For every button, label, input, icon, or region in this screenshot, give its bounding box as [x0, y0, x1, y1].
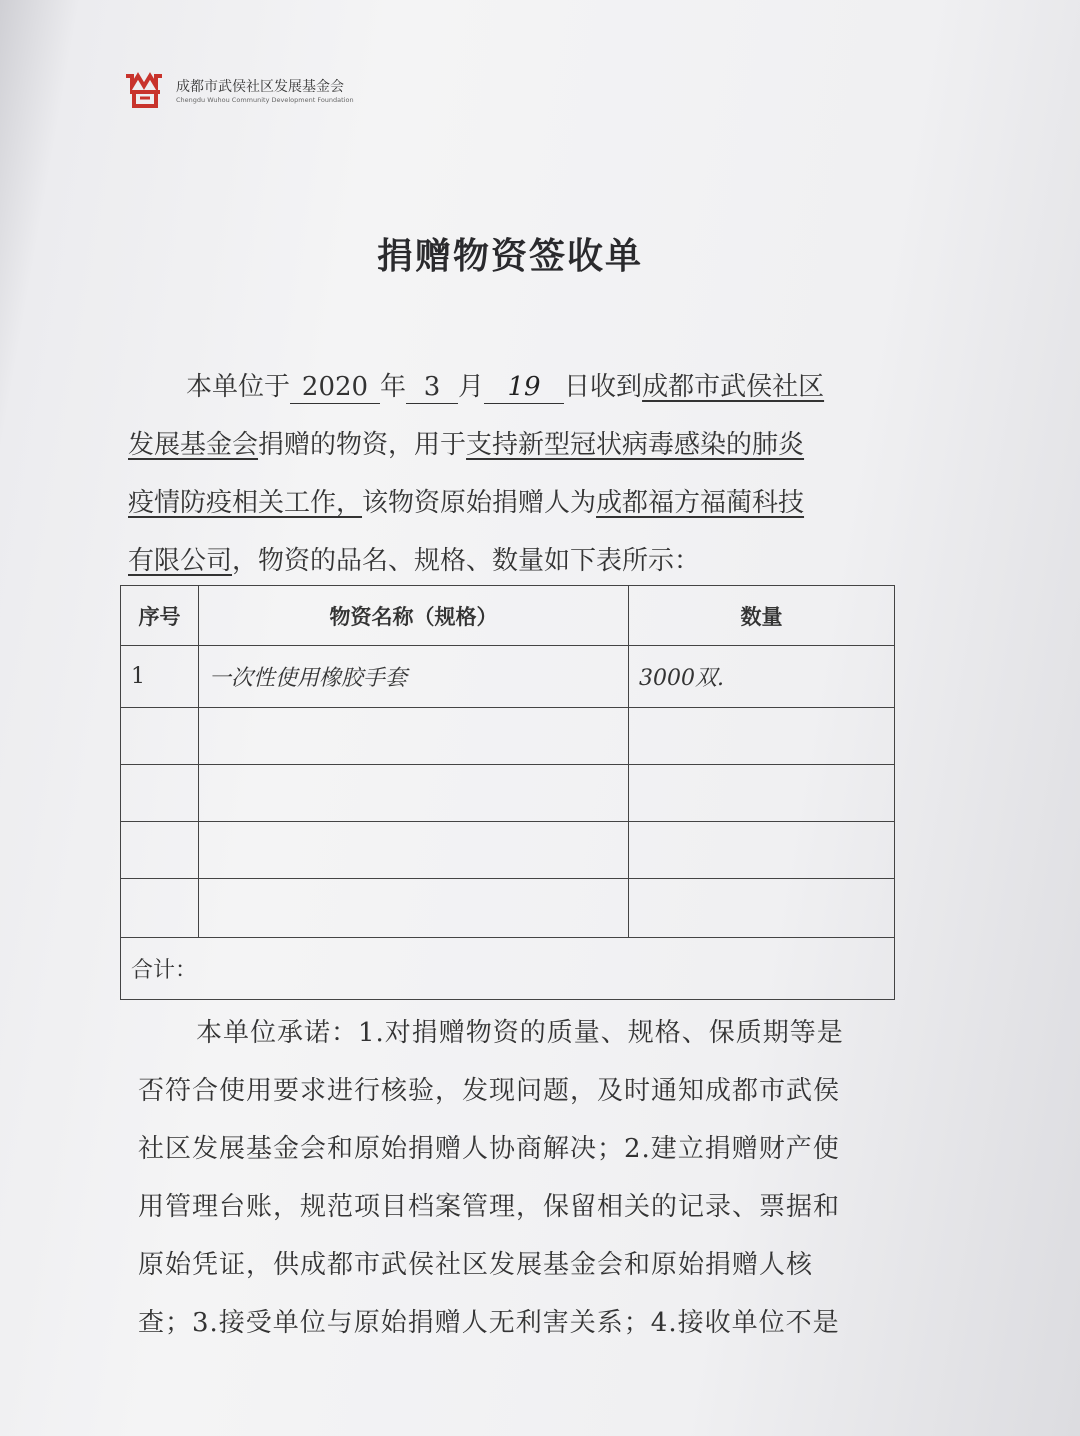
row-item-name [199, 822, 629, 879]
commitment-line-1: 本单位承诺：1.对捐赠物资的质量、规格、保质期等是 [196, 1018, 844, 1048]
intro-line-2 [128, 424, 804, 461]
intro-text: 本单位于 [186, 372, 291, 402]
row-no [121, 708, 199, 765]
original-donor-field: 有限公司 [128, 546, 233, 576]
commitment-line-6: 查；3.接受单位与原始捐赠人无利害关系；4.接收单位不是 [138, 1308, 840, 1338]
row-no [121, 765, 199, 822]
intro-line-1 [186, 366, 824, 404]
intro-line-3 [128, 482, 804, 519]
row-item-name [199, 765, 629, 822]
donor-org-field: 发展基金会 [128, 430, 259, 460]
row-quantity [629, 708, 895, 765]
foundation-logo-icon [124, 72, 166, 110]
commitment-line-5: 原始凭证，供成都市武侯社区发展基金会和原始捐赠人核 [138, 1250, 814, 1280]
header-qty: 数量 [629, 586, 895, 646]
page-title: 捐赠物资签收单 [376, 236, 643, 277]
org-name-en: Chengdu Wuhou Community Development Foundation [176, 96, 354, 104]
commitment-line-4: 用管理台账，规范项目档案管理，保留相关的记录、票据和 [138, 1192, 841, 1222]
month-field: 3 [406, 373, 458, 404]
intro-text: 日收到 [564, 372, 643, 402]
day-field: 19 [484, 373, 564, 404]
header-no: 序号 [121, 586, 199, 646]
row-no [121, 879, 199, 938]
row-quantity [629, 879, 895, 938]
year-field: 2020 [290, 373, 380, 404]
purpose-field: 支持新型冠状病毒感染的肺炎 [466, 430, 805, 460]
intro-text: 年 [380, 372, 407, 402]
total-label: 合计： [121, 938, 895, 1000]
original-donor-field: 成都福方福蔺科技 [596, 488, 805, 518]
commitment-line-2: 否符合使用要求进行核验，发现问题，及时通知成都市武侯 [138, 1076, 841, 1106]
table-row [121, 765, 895, 822]
intro-text: 该物资原始捐赠人为 [362, 488, 597, 518]
purpose-field: 疫情防疫相关工作， [128, 488, 363, 518]
row-item-name: 一次性使用橡胶手套 [199, 646, 629, 708]
table-row [121, 879, 895, 938]
table-header-row [121, 586, 895, 646]
org-name-cn: 成都市武侯社区发展基金会 [176, 79, 344, 95]
intro-text: ，物资的品名、规格、数量如下表所示： [232, 546, 701, 576]
row-quantity: 3000双. [629, 646, 895, 708]
row-item-name [199, 708, 629, 765]
intro-text: 捐赠的物资，用于 [258, 430, 467, 460]
header-name: 物资名称（规格） [199, 586, 629, 646]
commitment-line-3: 社区发展基金会和原始捐赠人协商解决；2.建立捐赠财产使 [138, 1134, 840, 1164]
intro-line-4 [128, 540, 700, 577]
table-row [121, 646, 895, 708]
intro-text: 月 [458, 372, 485, 402]
row-no [121, 822, 199, 879]
table-row [121, 708, 895, 765]
row-quantity [629, 822, 895, 879]
donor-org-field: 成都市武侯社区 [642, 372, 825, 402]
row-quantity [629, 765, 895, 822]
row-no: 1 [121, 646, 199, 708]
table-row [121, 822, 895, 879]
items-table [120, 585, 895, 1000]
table-total-row [121, 938, 895, 1000]
row-item-name [199, 879, 629, 938]
